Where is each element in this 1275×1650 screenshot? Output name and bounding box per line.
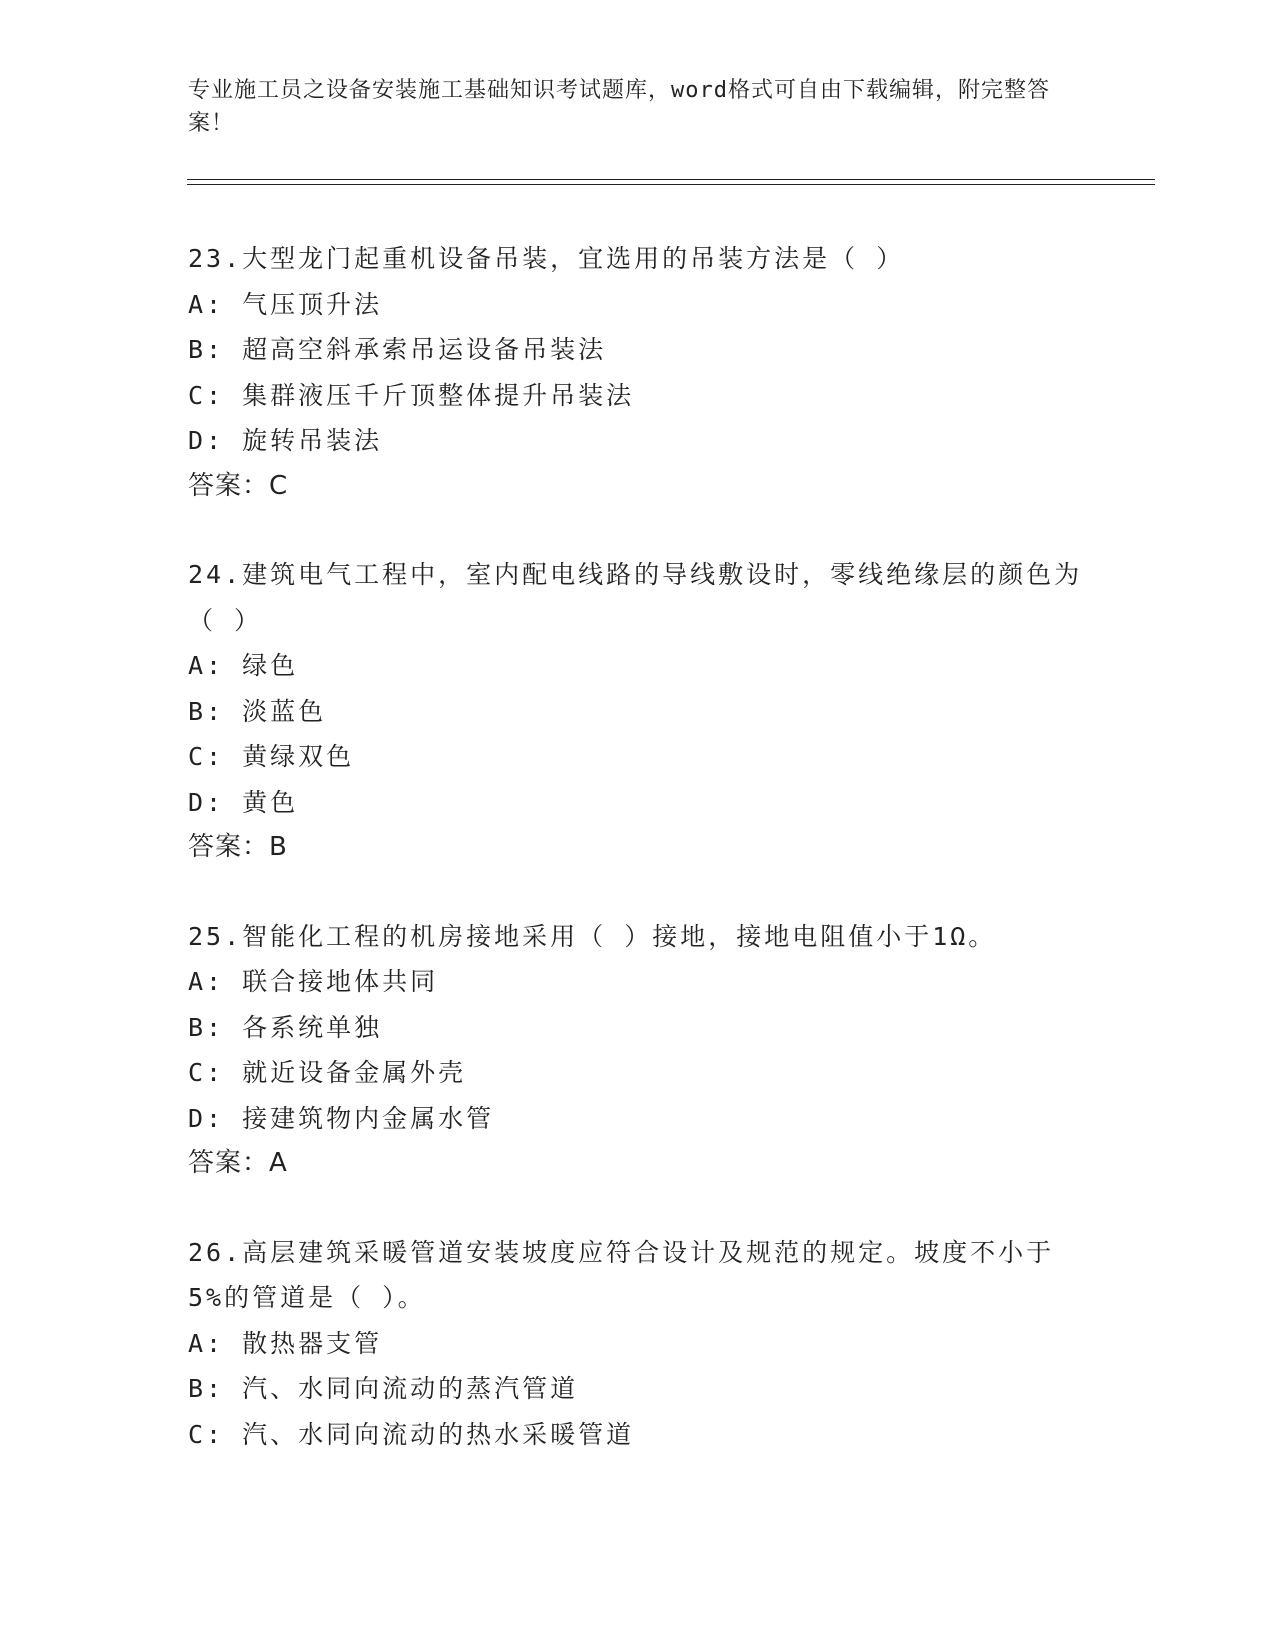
question-23: [188, 236, 1088, 509]
question-stem: 24.建筑电气工程中，室内配电线路的导线敷设时，零线绝缘层的颜色为（ ）: [188, 560, 1083, 635]
option-a: A: 气压顶升法: [188, 289, 383, 319]
header-divider-top: [187, 179, 1155, 180]
header-divider-bottom: [187, 184, 1155, 185]
option-c: C: 就近设备金属外壳: [188, 1058, 467, 1087]
option-c: C: 黄绿双色: [188, 742, 355, 771]
answer: 答案：B: [188, 832, 288, 862]
answer: 答案：C: [188, 470, 289, 501]
question-stem: 23.大型龙门起重机设备吊装，宜选用的吊装方法是（ ）: [188, 244, 905, 273]
question-list: [188, 236, 1088, 1500]
question-25: [188, 914, 1088, 1187]
option-d: D: 接建筑物内金属水管: [188, 1103, 495, 1133]
option-c: C: 汽、水同向流动的热水采暖管道: [188, 1419, 635, 1449]
answer: 答案：A: [188, 1148, 288, 1178]
option-d: D: 旋转吊装法: [188, 426, 383, 455]
option-a: A: 散热器支管: [188, 1328, 383, 1358]
option-b: B: 汽、水同向流动的蒸汽管道: [188, 1374, 579, 1403]
option-b: B: 淡蓝色: [188, 696, 327, 726]
option-a: A: 联合接地体共同: [188, 967, 439, 996]
option-a: A: 绿色: [188, 651, 299, 680]
question-stem: 25.智能化工程的机房接地采用（ ）接地，接地电阻值小于1Ω。: [188, 921, 997, 951]
question-stem: 26.高层建筑采暖管道安装坡度应符合设计及规范的规定。坡度不小于5%的管道是（ ）。: [188, 1237, 1055, 1312]
question-24: [188, 552, 1088, 871]
question-26: [188, 1230, 1088, 1458]
option-b: B: 超高空斜承索吊运设备吊装法: [188, 335, 607, 364]
document-header: 专业施工员之设备安装施工基础知识考试题库，word格式可自由下载编辑，附完整答案！: [188, 78, 1050, 136]
option-c: C: 集群液压千斤顶整体提升吊装法: [188, 380, 635, 410]
option-b: B: 各系统单独: [188, 1012, 383, 1042]
option-d: D: 黄色: [188, 787, 299, 817]
